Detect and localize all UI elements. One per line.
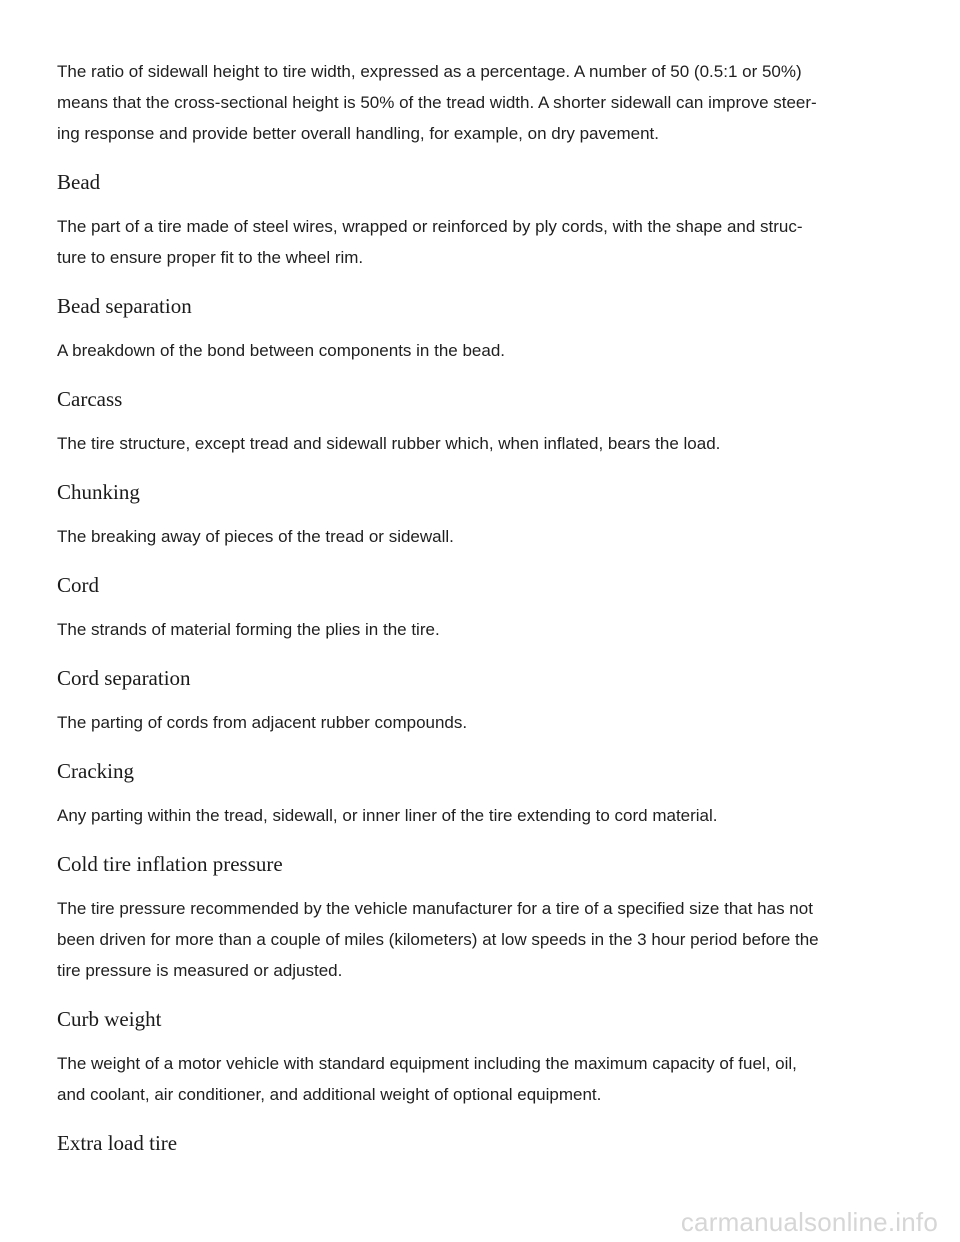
term-heading-bead: Bead (57, 170, 101, 194)
text-line: ture to ensure proper fit to the wheel rim. (57, 248, 364, 267)
text-line: The tire pressure recommended by the vehicle manufacturer for a tire of a specified size that has not (57, 899, 813, 918)
term-heading-cold-tire-inflation-pressure: Cold tire inflation pressure (57, 852, 283, 876)
document-page (57, 56, 907, 1172)
definition-carcass (57, 428, 907, 459)
text-line: The tire structure, except tread and sidewall rubber which, when inflated, bears the load. (57, 434, 721, 453)
definition-cold-tire-inflation-pressure (57, 893, 907, 986)
text-line: and coolant, air conditioner, and additional weight of optional equipment. (57, 1085, 602, 1104)
text-line: The breaking away of pieces of the tread or sidewall. (57, 527, 454, 546)
definition-cord-separation (57, 707, 907, 738)
text-line: The part of a tire made of steel wires, wrapped or reinforced by ply cords, with the shape and struc- (57, 217, 803, 236)
text-line: means that the cross-sectional height is 50% of the tread width. A shorter sidewall can improve steer- (57, 93, 817, 112)
definition-bead (57, 211, 907, 273)
text-line: The parting of cords from adjacent rubber compounds. (57, 713, 468, 732)
term-heading-cord-separation: Cord separation (57, 666, 191, 690)
definition-bead-separation (57, 335, 907, 366)
term-heading-extra-load-tire: Extra load tire (57, 1131, 178, 1155)
text-line: A breakdown of the bond between components in the bead. (57, 341, 505, 360)
term-heading-curb-weight: Curb weight (57, 1007, 162, 1031)
text-line: been driven for more than a couple of miles (kilometers) at low speeds in the 3 hour period before the (57, 930, 819, 949)
term-heading-cracking: Cracking (57, 759, 134, 783)
text-line: Any parting within the tread, sidewall, or inner liner of the tire extending to cord material. (57, 806, 718, 825)
term-heading-bead-separation: Bead separation (57, 294, 192, 318)
watermark: carmanualsonline.info (680, 1207, 938, 1237)
text-line: ing response and provide better overall handling, for example, on dry pavement. (57, 124, 659, 143)
text-line: The weight of a motor vehicle with standard equipment including the maximum capacity of fuel, oil, (57, 1054, 797, 1073)
term-heading-chunking: Chunking (57, 480, 140, 504)
definition-cord (57, 614, 907, 645)
text-line: The ratio of sidewall height to tire width, expressed as a percentage. A number of 50 (0.5:1 or 50%) (57, 62, 802, 81)
term-heading-carcass: Carcass (57, 387, 123, 411)
text-line: tire pressure is measured or adjusted. (57, 961, 343, 980)
definition-chunking (57, 521, 907, 552)
definition-cracking (57, 800, 907, 831)
text-line: The strands of material forming the plies in the tire. (57, 620, 440, 639)
term-heading-cord: Cord (57, 573, 99, 597)
intro-paragraph (57, 56, 907, 149)
definition-curb-weight (57, 1048, 907, 1110)
